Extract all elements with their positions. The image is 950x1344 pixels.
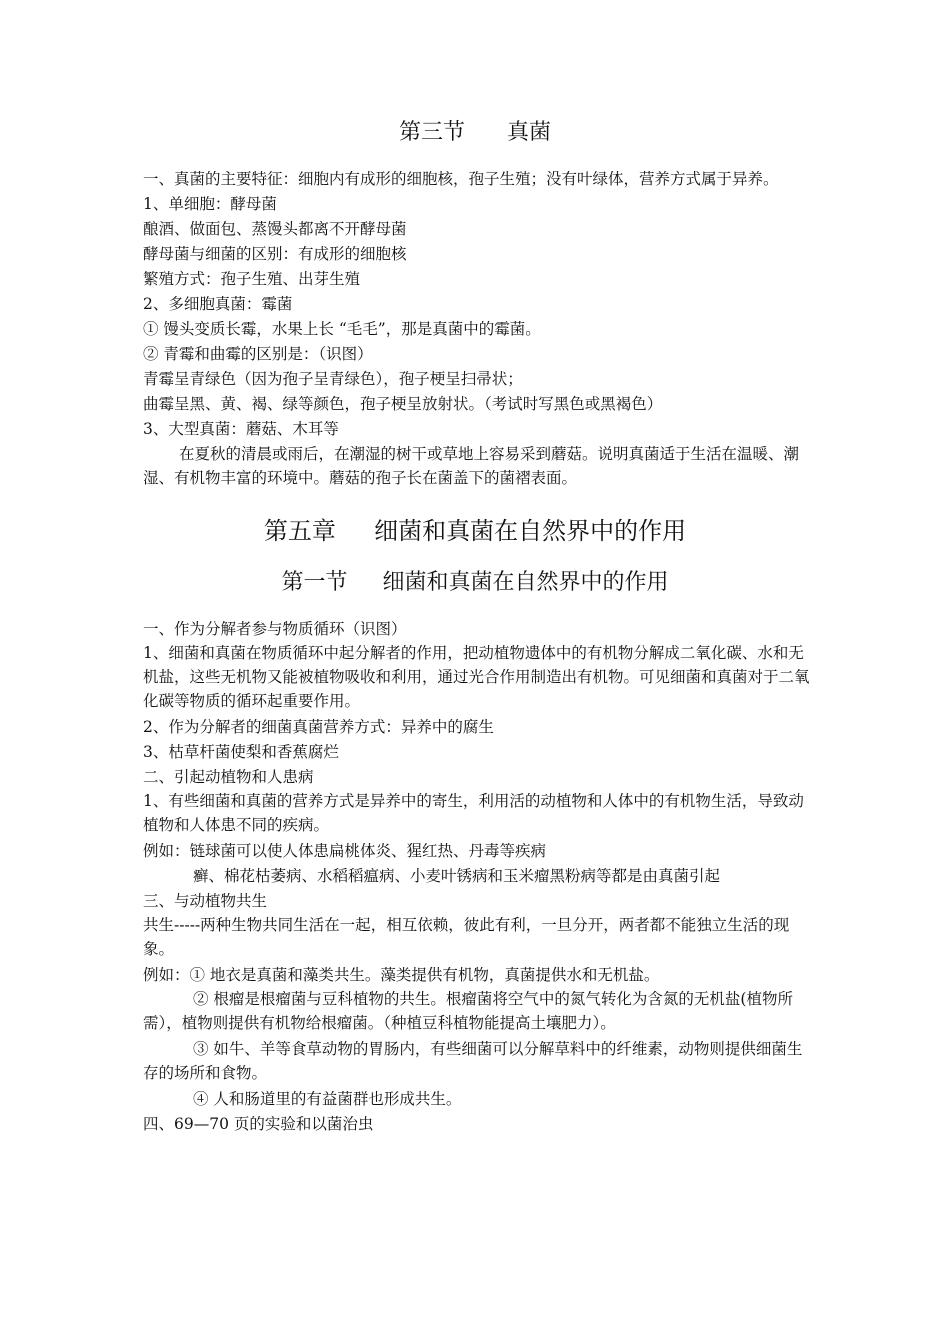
text-line: 癣、棉花枯萎病、水稻稻瘟病、小麦叶锈病和玉米瘤黑粉病等都是由真菌引起 xyxy=(193,867,721,885)
text-line: 三、与动植物共生 xyxy=(143,892,268,910)
text-line: ② 青霉和曲霉的区别是：（识图） xyxy=(143,345,373,363)
text-line: ① 馒头变质长霉，水果上长 “毛毛”，那是真菌中的霉菌。 xyxy=(143,320,541,338)
chapter-title: 第五章 细菌和真菌在自然界中的作用 xyxy=(263,517,687,545)
paragraph: ③ 如牛、羊等食草动物的胃肠内，有些细菌可以分解草料中的纤维素，动物则提供细菌生存的场所和食物。 xyxy=(143,1040,803,1082)
text-line: 3、枯草杆菌使梨和香蕉腐烂 xyxy=(143,743,339,761)
text-line: ④ 人和肠道里的有益菌群也形成共生。 xyxy=(193,1090,462,1108)
paragraph: 共生-----两种生物共同生活在一起，相互依赖，彼此有利，一旦分开，两者都不能独立生活的现象。 xyxy=(143,916,790,958)
text-line: 1、单细胞：酵母菌 xyxy=(143,195,277,213)
text-line: 例如：链球菌可以使人体患扁桃体炎、猩红热、丹毒等疾病 xyxy=(143,842,547,860)
section-title: 第三节 真菌 xyxy=(399,120,551,145)
paragraph: ② 根瘤是根瘤菌与豆科植物的共生。根瘤菌将空气中的氮气转化为含氮的无机盐(植物所需），植物则提供有机物给根瘤菌。（种植豆科植物能提高土壤肥力）。 xyxy=(143,990,793,1032)
text-line: 2、作为分解者的细菌真菌营养方式：异养中的腐生 xyxy=(143,718,494,736)
paragraph: 在夏秋的清晨或雨后，在潮湿的树干或草地上容易采到蘑菇。说明真菌适于生活在温暖、潮湿、有机物丰富的环境中。蘑菇的孢子长在菌盖下的菌褶表面。 xyxy=(143,445,800,487)
text-line: 二、引起动植物和人患病 xyxy=(143,768,314,786)
text-line: 例如：① 地衣是真菌和藻类共生。藻类提供有机物，真菌提供水和无机盐。 xyxy=(143,966,660,984)
text-line: 四、69—70 页的实验和以菌治虫 xyxy=(143,1115,374,1133)
paragraph: 1、有些细菌和真菌的营养方式是异养中的寄生，利用活的动植物和人体中的有机物生活，导致动植物和人体患不同的疾病。 xyxy=(143,792,804,834)
text-line: 曲霉呈黑、黄、褐、绿等颜色，孢子梗呈放射状。（考试时写黑色或黑褐色） xyxy=(143,395,663,413)
text-line: 3、大型真菌：蘑菇、木耳等 xyxy=(143,420,339,438)
text-line: 一、真菌的主要特征：细胞内有成形的细胞核，孢子生殖；没有叶绿体，营养方式属于异养。 xyxy=(143,170,779,188)
text-line: 青霉呈青绿色（因为孢子呈青绿色），孢子梗呈扫帚状； xyxy=(143,370,523,388)
text-line: 2、多细胞真菌：霉菌 xyxy=(143,295,293,313)
text-line: 一、作为分解者参与物质循环（识图） xyxy=(143,620,407,638)
section-title: 第一节 细菌和真菌在自然界中的作用 xyxy=(281,570,669,595)
text-line: 酿酒、做面包、蒸馒头都离不开酵母菌 xyxy=(143,220,407,238)
text-line: 繁殖方式：孢子生殖、出芽生殖 xyxy=(143,270,361,288)
paragraph: 1、细菌和真菌在物质循环中起分解者的作用，把动植物遗体中的有机物分解成二氧化碳、水和无机盐，这些无机物又能被植物吸收和利用，通过光合作用制造出有机物。可见细菌和真菌对于二氧化碳等物质的循环起重要作用。 xyxy=(143,644,810,710)
text-line: 酵母菌与细菌的区别：有成形的细胞核 xyxy=(143,245,407,263)
